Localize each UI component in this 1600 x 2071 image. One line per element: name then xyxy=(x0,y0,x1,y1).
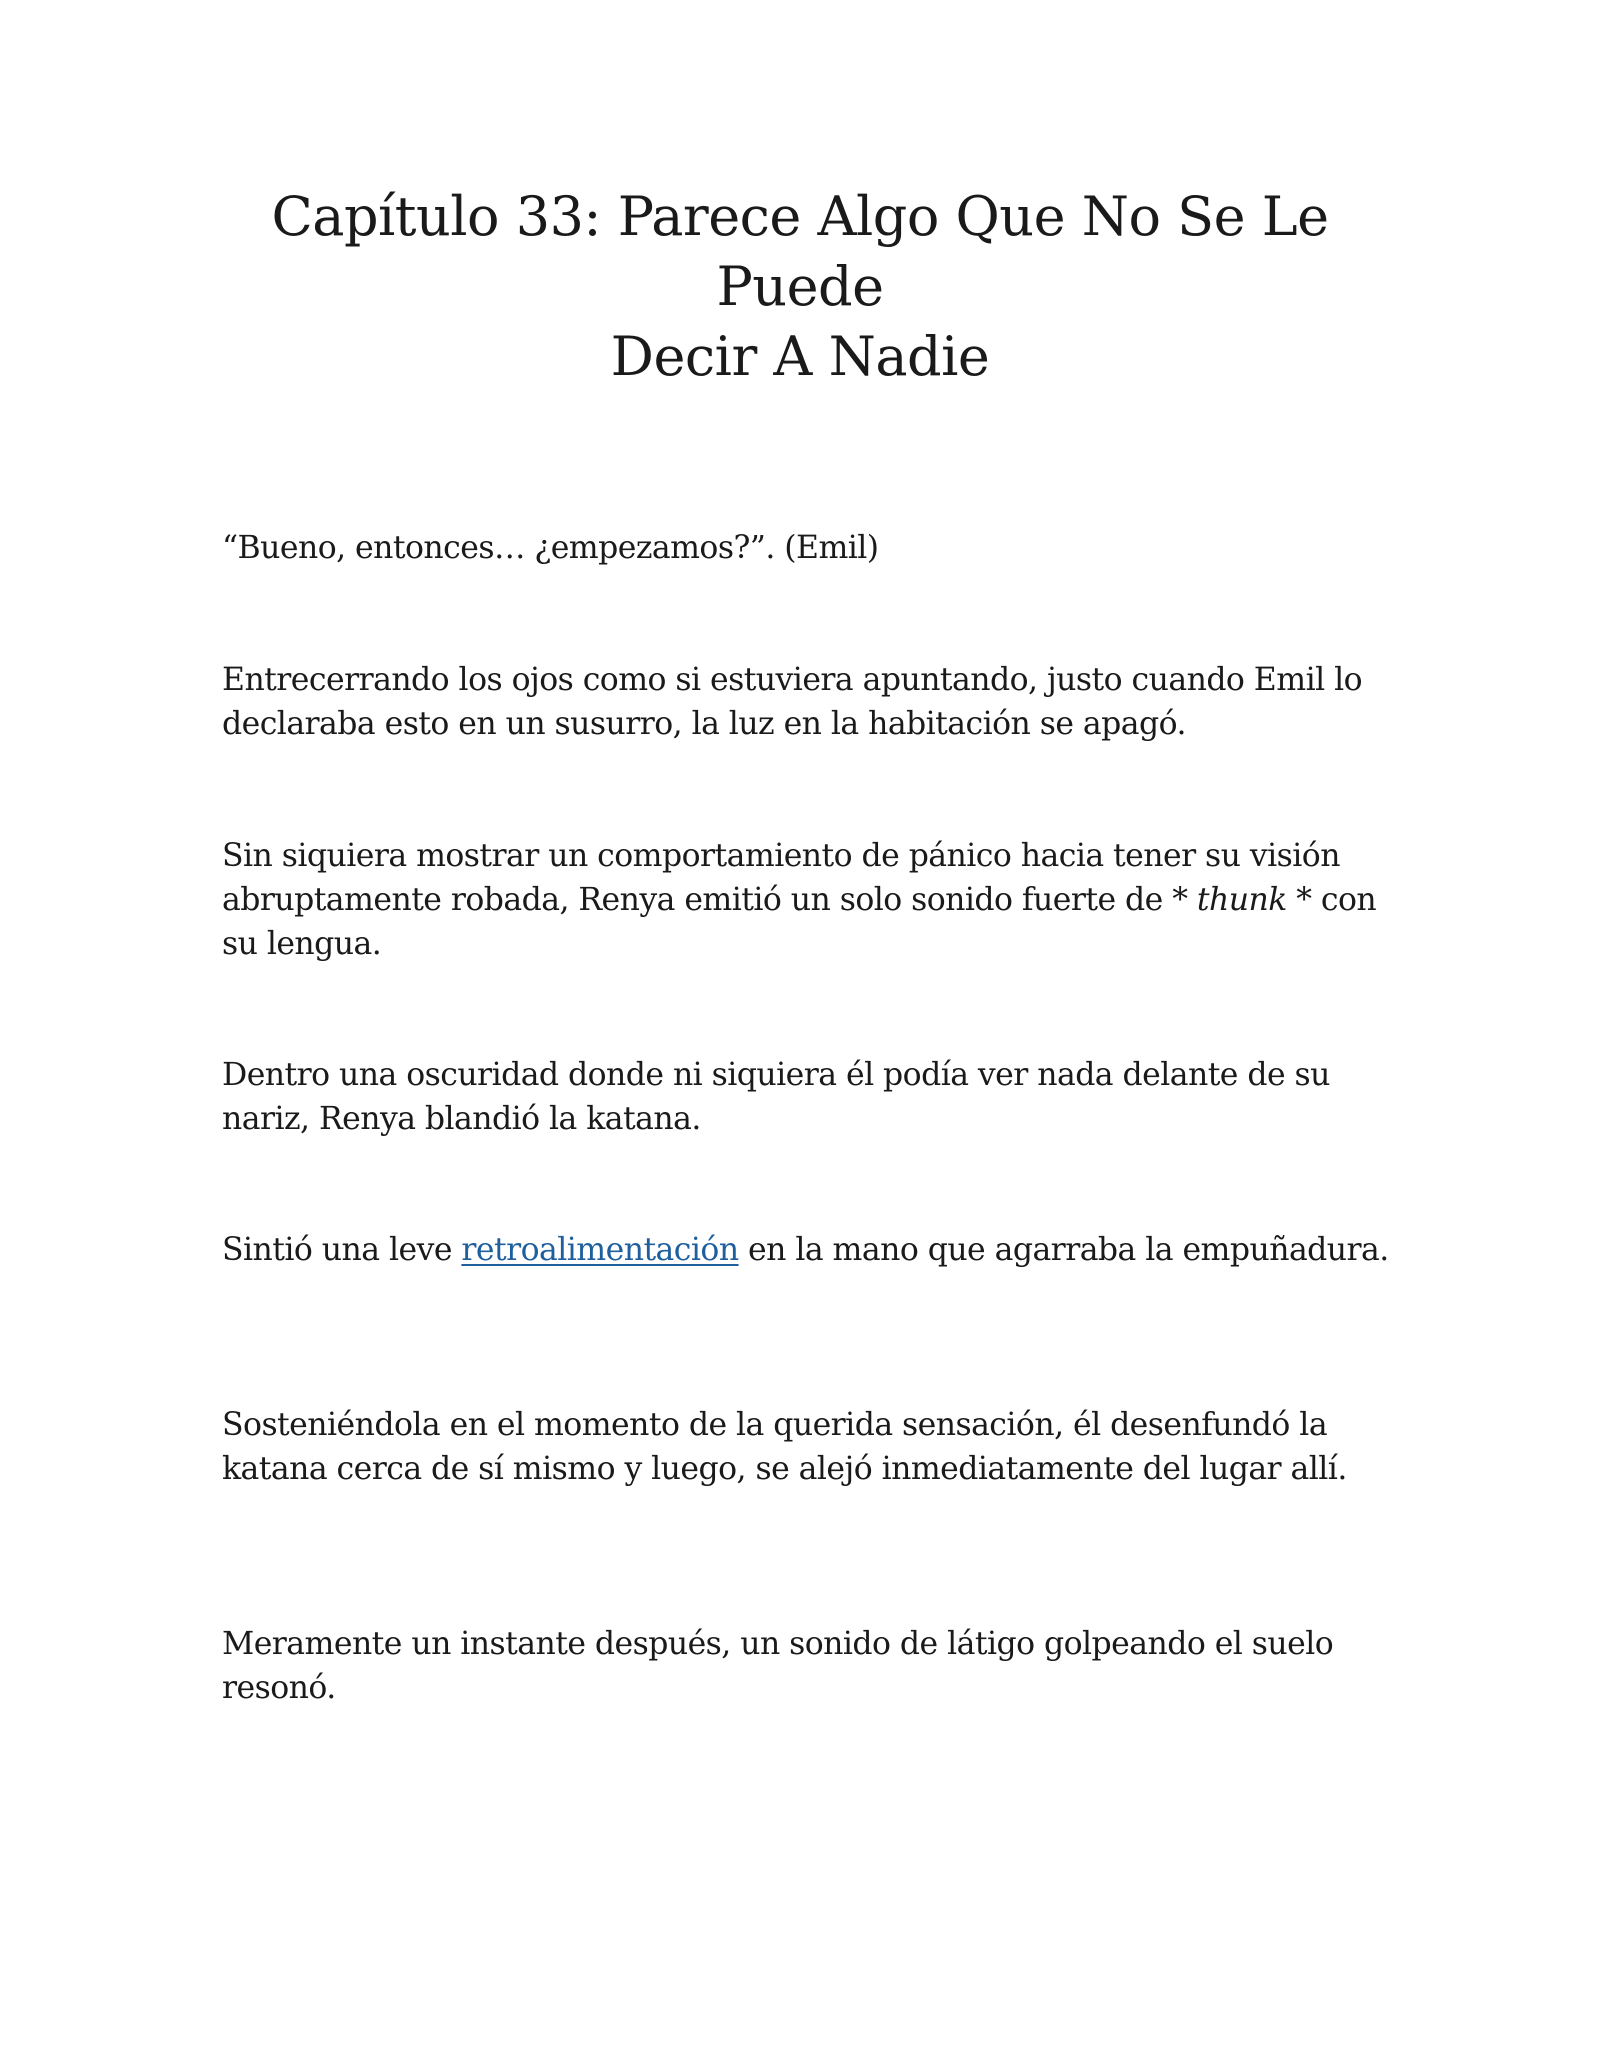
paragraph-7: Meramente un instante después, un sonido de látigo golpeando el suelo resonó. xyxy=(222,1626,1334,1706)
chapter-title xyxy=(200,182,1400,392)
paragraph-3-text-start: Sin siquiera mostrar un comportamiento de pánico hacia tener su visión abruptamente robada, Renya emitió un solo sonido fuerte de * xyxy=(222,838,1340,918)
chapter-title-line-1: Capítulo 33: Parece Algo Que No Se Le Puede xyxy=(271,185,1329,318)
paragraph-2: Entrecerrando los ojos como si estuviera apuntando, justo cuando Emil lo declaraba esto en un susurro, la luz en la habitación se apagó. xyxy=(222,662,1363,742)
paragraph-6: Sosteniéndola en el momento de la querida sensación, él desenfundó la katana cerca de sí mismo y luego, se alejó inmediatamente del lugar allí. xyxy=(222,1407,1347,1487)
paragraph-5-text-start: Sintió una leve xyxy=(222,1232,462,1268)
paragraph-5 xyxy=(222,1228,1392,1272)
sound-effect-italic: thunk xyxy=(1196,882,1287,918)
retroalimentacion-link[interactable]: retroalimentación xyxy=(461,1232,739,1268)
paragraph-4: Dentro una oscuridad donde ni siquiera él podía ver nada delante de su nariz, Renya blandió la katana. xyxy=(222,1057,1330,1137)
paragraph-3-text-end: * con su lengua. xyxy=(222,882,1377,962)
chapter-title-line-2: Decir A Nadie xyxy=(610,325,990,388)
paragraph-1: “Bueno, entonces… ¿empezamos?”. (Emil) xyxy=(222,530,879,566)
paragraph-5-text-end: en la mano que agarraba la empuñadura. xyxy=(738,1232,1389,1268)
paragraph-3 xyxy=(222,834,1392,966)
